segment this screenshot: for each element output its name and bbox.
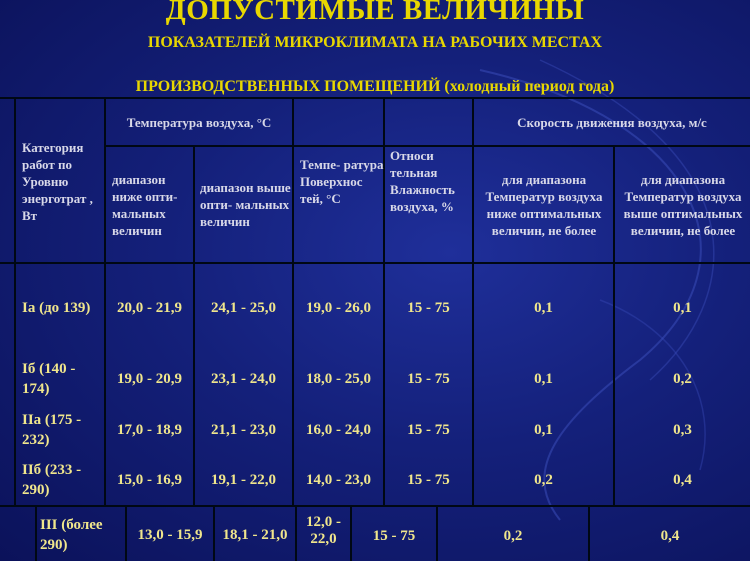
header-air-temp: Температура воздуха, °С [126, 115, 272, 130]
row-surface-temp: 16,0 - 24,0 [306, 421, 371, 438]
row-category: Iб (140 - 174) [22, 361, 76, 397]
header-surface-temp: Темпе- ратура Поверхнос тей, °С [300, 156, 384, 206]
row-category: Iа (до 139) [22, 300, 91, 316]
row-speed-below: 0,2 [503, 527, 523, 544]
header-speed-above: для диапазона Температур воздуха выше оптимальных величин, не более [623, 171, 743, 238]
header-temp-below: диапазон ниже опти- мальных величин [112, 171, 178, 238]
row-humidity: 15 - 75 [407, 299, 450, 316]
row-speed-below: 0,2 [534, 471, 553, 488]
row-category: III (более 290) [40, 517, 103, 553]
row-surface-temp: 12,0 - 22,0 [306, 514, 341, 547]
row-speed-above: 0,4 [673, 471, 692, 488]
row-temp-below: 13,0 - 15,9 [137, 526, 203, 543]
row-temp-below: 19,0 - 20,9 [117, 370, 182, 387]
row-temp-below: 20,0 - 21,9 [117, 299, 182, 316]
row-speed-above: 0,4 [660, 527, 680, 544]
row-temp-below: 15,0 - 16,9 [117, 471, 182, 488]
row-speed-below: 0,1 [534, 370, 553, 387]
row-humidity: 15 - 75 [407, 370, 450, 387]
row-humidity: 15 - 75 [372, 527, 416, 544]
row-speed-below: 0,1 [534, 299, 553, 316]
row-speed-below: 0,1 [534, 421, 553, 438]
row-surface-temp: 14,0 - 23,0 [306, 471, 371, 488]
page-title: ДОПУСТИМЫЕ ВЕЛИЧИНЫ [165, 0, 585, 26]
row-temp-above: 24,1 - 25,0 [211, 299, 276, 316]
header-humidity: Относи тельная Влажность воздуха, % [390, 148, 455, 214]
row-category: IIа (175 - 232) [22, 412, 82, 448]
page-subtitle-2: ПРОИЗВОДСТВЕННЫХ ПОМЕЩЕНИЙ (холодный период года) [135, 78, 615, 95]
header-category: Категория работ по Уровню энерготрат , Вт [22, 139, 93, 223]
row-temp-below: 17,0 - 18,9 [117, 421, 182, 438]
header-speed-below: для диапазона Температур воздуха ниже оптимальных величин, не более [485, 171, 603, 238]
row-humidity: 15 - 75 [407, 471, 450, 488]
row-temp-above: 21,1 - 23,0 [211, 421, 276, 438]
row-speed-above: 0,1 [673, 299, 692, 316]
header-air-speed: Скорость движения воздуха, м/с [517, 115, 707, 130]
row-speed-above: 0,2 [673, 370, 692, 387]
row-surface-temp: 18,0 - 25,0 [306, 370, 371, 387]
row-humidity: 15 - 75 [407, 421, 450, 438]
row-category: IIб (233 - 290) [22, 462, 82, 498]
row-speed-above: 0,3 [673, 421, 692, 438]
row-temp-above: 18,1 - 21,0 [222, 526, 288, 543]
row-temp-above: 23,1 - 24,0 [211, 370, 276, 387]
page-subtitle: ПОКАЗАТЕЛЕЙ МИКРОКЛИМАТА НА РАБОЧИХ МЕСТАХ [147, 34, 603, 51]
row-temp-above: 19,1 - 22,0 [211, 471, 276, 488]
row-surface-temp: 19,0 - 26,0 [306, 299, 371, 316]
header-temp-above: диапазон выше опти- мальных величин [200, 180, 291, 229]
